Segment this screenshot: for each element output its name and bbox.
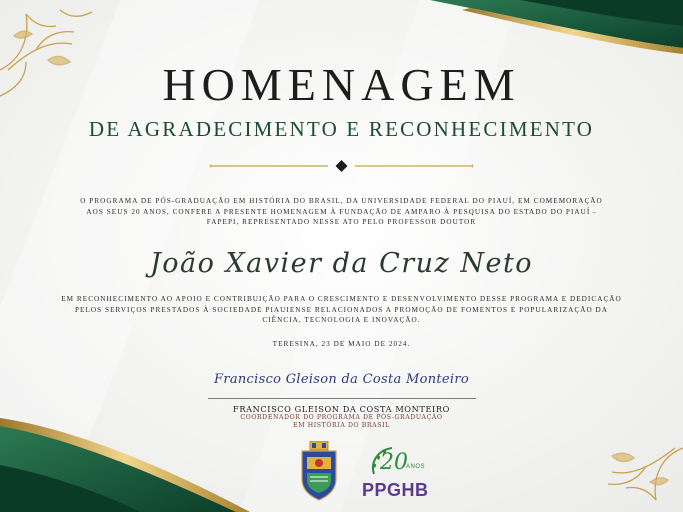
handwritten-signature: Francisco Gleison da Costa Monteiro (214, 372, 469, 387)
recognition-paragraph (40, 294, 643, 326)
intro-line: O PROGRAMA DE PÓS-GRADUAÇÃO EM HISTÓRIA DO BRASIL, DA UNIVERSIDADE FEDERAL DO PIAUÍ, EM COMEMORAÇÃO (80, 197, 603, 205)
ppghb-logo (360, 444, 448, 502)
diamond-icon (336, 160, 348, 172)
anniversary-number: 20 (380, 450, 408, 475)
intro-line: AOS SEUS 20 ANOS, CONFERE A PRESENTE HOMENAGEM À FUNDAÇÃO DE AMPARO À PESQUISA DO ESTADO DO PIAUÍ - (86, 207, 597, 216)
signer-role-line: EM HISTÓRIA DO BRASIL (293, 422, 390, 429)
ppghb-wordmark: PPGHB (362, 480, 429, 500)
title-divider (210, 156, 473, 176)
signer-role-line: COORDENADOR DO PROGRAMA DE PÓS-GRADUAÇÃO (240, 414, 443, 421)
signer-name: FRANCISCO GLEISON DA COSTA MONTEIRO (233, 404, 450, 414)
intro-paragraph (40, 196, 643, 228)
anniversary-word: ANOS (406, 464, 426, 470)
signature-line (208, 398, 476, 399)
recognition-line: EM RECONHECIMENTO AO APOIO E CONTRIBUIÇÃO PARA O CRESCIMENTO E DESENVOLVIMENTO DESSE PROGRAMA E DEDICAÇÃO (61, 295, 622, 303)
recognition-line: PELOS SERVIÇOS PRESTADOS À SOCIEDADE PIAUIENSE RELACIONADOS A PROMOÇÃO DE FOMENTOS E POPULARIZAÇÃO DA (74, 305, 609, 314)
ufpi-crest-logo (298, 441, 340, 501)
place-and-date: TERESINA, 23 DE MAIO DE 2024. (272, 340, 411, 348)
intro-line: FAPEPI, REPRESENTADO NESSE ATO PELO PROFESSOR DOUTOR (206, 218, 477, 226)
honoree-name: João Xavier da Cruz Neto (149, 248, 534, 279)
signer-role (0, 414, 683, 430)
certificate-title: HOMENAGEM (162, 59, 521, 110)
recognition-line: CIÊNCIA, TECNOLOGIA E INOVAÇÃO. (262, 316, 421, 324)
certificate-subtitle: DE AGRADECIMENTO E RECONHECIMENTO (88, 117, 595, 141)
